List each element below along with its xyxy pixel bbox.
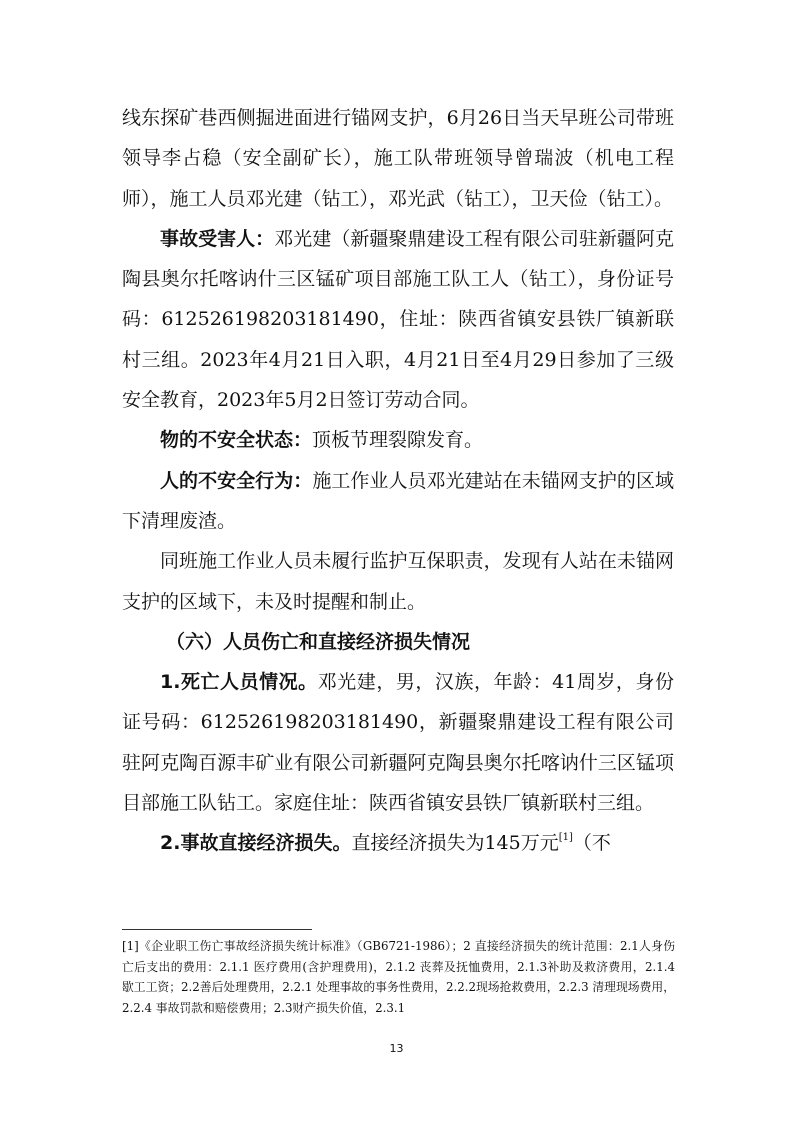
page-number: 13 [389, 1042, 404, 1055]
victim-label: 事故受害人： [160, 227, 275, 250]
paragraph-unsafe-behavior [122, 461, 674, 542]
paragraph-coworker-failure: 同班施工作业人员未履行监护互保职责，发现有人站在未锚网支护的区域下，未及时提醒和制止。 [122, 550, 674, 613]
fatality-text: 邓光建，男，汉族，年龄：41周岁，身份证号码：612526198203181490，新疆聚鼎建设工程有限公司驻阿克陶百源丰矿业有限公司新疆阿克陶县奥尔托喀讷什三区锰项目部施工队钻工。家庭住址：陕西省镇安县铁厂镇新联村三组。 [122, 671, 674, 815]
paragraph-fatality [122, 662, 674, 823]
unsafe-condition-label: 物的不安全状态： [160, 429, 313, 452]
economic-loss-label: 2.事故直接经济损失。 [160, 832, 352, 855]
unsafe-condition-text: 顶板节理裂隙发育。 [312, 429, 484, 452]
fatality-label: 1.死亡人员情况。 [160, 671, 318, 694]
section-heading: （六）人员伤亡和直接经济损失情况 [166, 630, 471, 653]
economic-loss-text: 直接经济损失为145万元 [351, 832, 559, 855]
footnote-divider [122, 929, 312, 930]
body-text [122, 98, 674, 864]
footnote-text: [1]《企业职工伤亡事故经济损失统计标准》（GB6721-1986）；2 直接经济损失的统计范围：2.1人身伤亡后支出的费用：2.1.1 医疗费用(含护理费用)，2.1.2 丧葬及抚恤费用，2.1.3补助及救济费用，2.1.4 歇工工资；2.2善后处理费用，2.2.1 处理事故的事务性费用，2.2.2现场抢救费用，2.2.3 清理现场费用，2.2.4 事故罚款和赔偿费用；2.3财产损失价值，2.3.1 [122, 939, 675, 1015]
paragraph-victim [122, 219, 674, 420]
footnote-reference[interactable]: [1] [558, 832, 573, 844]
paragraph-personnel-on-duty: 线东探矿巷西侧掘进面进行锚网支护，6月26日当天早班公司带班领导李占稳（安全副矿长），施工队带班领导曾瑞波（机电工程师），施工人员邓光建（钻工），邓光武（钻工），卫天俭（钻工）。 [122, 107, 674, 210]
paragraph-economic-loss [122, 823, 674, 863]
economic-loss-tail: （不 [572, 832, 611, 855]
unsafe-behavior-text: 施工作业人员邓光建站在未锚网支护的区域下清理废渣。 [122, 469, 674, 532]
victim-text: 邓光建（新疆聚鼎建设工程有限公司驻新疆阿克陶县奥尔托喀讷什三区锰矿项目部施工队工人（钻工），身份证号码：612526198203181490，住址：陕西省镇安县铁厂镇新联村三组。2023年4月21日入职，4月21日至4月29日参加了三级安全教育，2023年5月2日签订劳动合同。 [122, 227, 674, 412]
paragraph-unsafe-condition [122, 420, 674, 460]
unsafe-behavior-label: 人的不安全行为： [160, 469, 313, 492]
